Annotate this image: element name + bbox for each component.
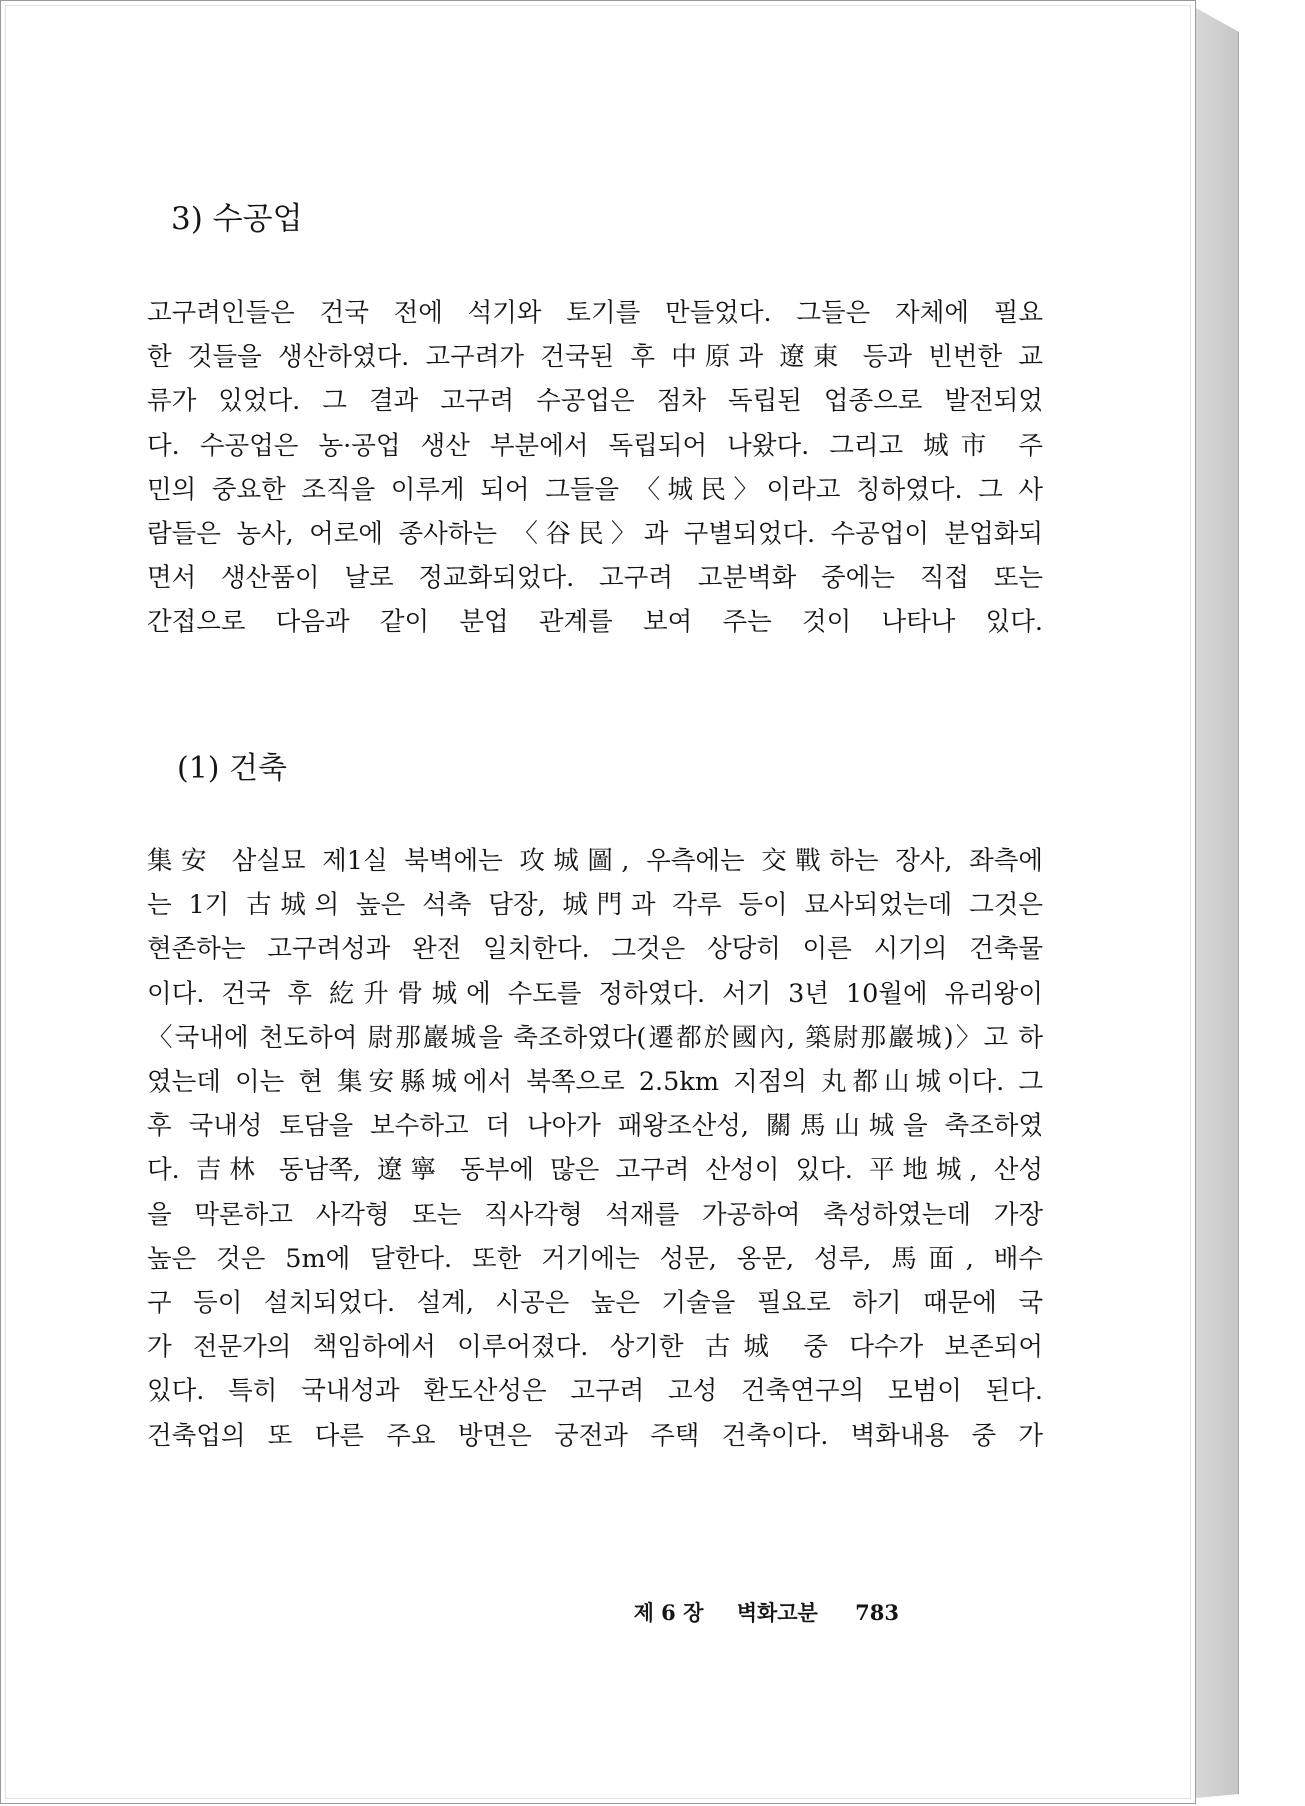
text-line: 다. 수공업은 농·공업 생산 부분에서 독립되어 나왔다. 그리고 城市 주 xyxy=(147,430,1043,461)
chapter-label: 제 6 장 xyxy=(633,1600,704,1625)
text-line: 을 막론하고 사각형 또는 직사각형 석재를 가공하여 축성하였는데 가장 xyxy=(147,1199,1043,1230)
chapter-title: 벽화고분 xyxy=(736,1600,818,1625)
text-line: 있다. 특히 국내성과 환도산성은 고구려 고성 건축연구의 모범이 된다. xyxy=(147,1376,1043,1407)
text-line: 集安 삼실묘 제1실 북벽에는 攻城圖, 우측에는 交戰하는 장사, 좌측에 xyxy=(147,846,1043,876)
page-number: 783 xyxy=(855,1600,899,1625)
text-line: 고구려인들은 건국 전에 석기와 토기를 만들었다. 그들은 자체에 필요 xyxy=(147,298,1043,328)
text-line: 가 전문가의 책임하에서 이루어졌다. 상기한 古城 중 다수가 보존되어 xyxy=(147,1332,1043,1363)
text-line: 높은 것은 5m에 달한다. 또한 거기에는 성문, 옹문, 성루, 馬面, 배수 xyxy=(147,1243,1043,1274)
text-line: 였는데 이는 현 集安縣城에서 북쪽으로 2.5km 지점의 丸都山城이다. 그 xyxy=(147,1067,1043,1098)
paragraph-1 xyxy=(147,291,1043,645)
text-line: 면서 생산품이 날로 정교화되었다. 고구려 고분벽화 중에는 직접 또는 xyxy=(147,563,1043,594)
text-line: 다. 吉林 동남쪽, 遼寧 동부에 많은 고구려 산성이 있다. 平地城, 산성 xyxy=(147,1155,1043,1186)
text-line: 람들은 농사, 어로에 종사하는 〈谷民〉과 구별되었다. 수공업이 분업화되 xyxy=(147,519,1043,550)
section-heading: 3) 수공업 xyxy=(171,201,303,237)
text-line: 구 등이 설치되었다. 설계, 시공은 높은 기술을 필요로 하기 때문에 국 xyxy=(147,1288,1043,1319)
page-footer xyxy=(634,1597,899,1627)
text-line: 건축업의 또 다른 주요 방면은 궁전과 주택 건축이다. 벽화내용 중 가 xyxy=(147,1420,1043,1451)
text-line: 한 것들을 생산하였다. 고구려가 건국된 후 中原과 遼東 등과 빈번한 교 xyxy=(147,342,1043,373)
text-line: 〈국내에 천도하여 尉那巖城을 축조하였다(遷都於國內, 築尉那巖城)〉고 하 xyxy=(147,1022,1043,1053)
subsection-heading: (1) 건축 xyxy=(177,751,287,786)
text-line: 간접으로 다음과 같이 분업 관계를 보여 주는 것이 나타나 있다. xyxy=(147,607,1043,638)
page-edge-shadow xyxy=(1196,8,1239,1798)
text-line: 이다. 건국 후 紇升骨城에 수도를 정하였다. 서기 3년 10월에 유리왕이 xyxy=(147,978,1043,1009)
text-line: 민의 중요한 조직을 이루게 되어 그들을 〈城民〉이라고 칭하였다. 그 사 xyxy=(147,474,1043,505)
text-line: 현존하는 고구려성과 완전 일치한다. 그것은 상당히 이른 시기의 건축물 xyxy=(147,934,1043,965)
text-line: 는 1기 古城의 높은 석축 담장, 城門과 각루 등이 묘사되었는데 그것은 xyxy=(147,890,1043,921)
paragraph-2 xyxy=(147,839,1043,1458)
text-line: 후 국내성 토담을 보수하고 더 나아가 패왕조산성, 關馬山城을 축조하였 xyxy=(147,1111,1043,1142)
text-line: 류가 있었다. 그 결과 고구려 수공업은 점차 독립된 업종으로 발전되었 xyxy=(147,386,1043,417)
